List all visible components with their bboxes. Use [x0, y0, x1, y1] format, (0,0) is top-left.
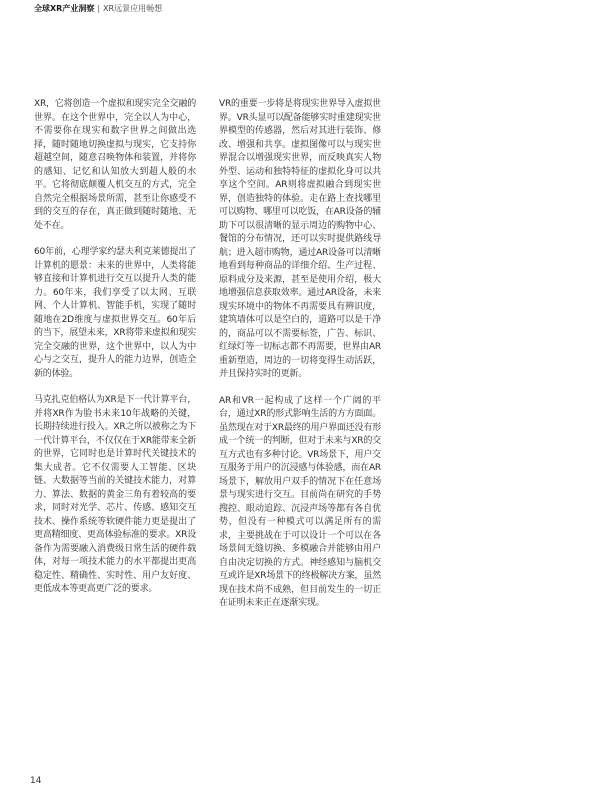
- running-header: [34, 3, 162, 15]
- header-separator: |: [97, 4, 101, 13]
- paragraph: 马克扎克伯格认为XR是下一代计算平台，并将XR作为脸书未来10年战略的关键，长期持续进行投入。XR之所以被称之为下一代计算平台，不仅仅在于XR能带来全新的世界，它同时也是计算时代关键技术的集大成者。它不仅需要人工智能、区块链、大数据等当前的关键技术能力，对算力、算法、数据的黄金三角有着较高的要求，同时对光学、芯片、传感、感知交互技术、操作系统等软硬件能力更是提出了更高精细度、更高体验标准的要求。XR设备作为需要融入消费级日常生活的硬件载体，对每一项技术能力的水平都提出更高稳定性、精确性、实时性、用户友好度、更低成本等更高更广泛的要求。: [34, 395, 196, 594]
- left-column: [34, 98, 196, 610]
- paragraph: AR和VR一起构成了这样一个广阔的平台，通过XR的形式影响生活的方方面面。虽然现在对于XR最终的用户界面还没有形成一个统一的判断，但对于未来与XR的交互方式也有多种讨论。VR场景下，用户交互服务于用户的沉浸感与体验感，而在AR场景下，解放用户双手的情况下在任意场景与现实进行交互。目前尚在研究的手势搜控、眼动追踪、沉浸声场等都有各自优势，但没有一种模式可以满足所有的需求，主要挑战在于可以设计一个可以在各场景间无缝切换、多模融合并能够由用户自由决定切换的方式。神经感知与脑机交互或许是XR场景下的终极解决方案，虽然现在技术尚不成熟，但目前发生的一切正在证明未来正在逐渐实现。: [219, 395, 381, 608]
- right-column: [219, 98, 381, 624]
- paragraph: XR，它将创造一个虚拟和现实完全交融的世界。在这个世界中，完全以人为中心，不需要你在现实和数字世界之间做出选择，随时随地切换虚拟与现实，它支持你超越空间，随意召唤物体和装置，并将你的感知、记忆和认知放大到超人般的水平。它将彻底颠覆人机交互的方式，完全自然完全根据场景所需，甚至让你感受不到的交互的存在，真正做到随时随地、无处不在。: [34, 99, 196, 231]
- header-subtitle: XR远景应用畅想: [103, 4, 163, 13]
- header-title: 全球XR产业洞察: [34, 4, 95, 13]
- page-number: 14: [30, 776, 42, 786]
- paragraph: 60年前，心理学家约瑟夫利克莱德提出了计算机的愿景：未来的世界中，人类将能够直接和计算机进行交互以提升人类的能力。60年来，我们享受了以太网、互联网、个人计算机、智能手机，实现了随时随地在2D维度与虚拟世界交互。60年后的当下，展望未来，XR将带来虚拟和现实完全交融的世界，这个世界中，以人为中心与之交互，提升人的能力边界，创造全新的体验。: [34, 247, 196, 379]
- paragraph: VR的重要一步将是将现实世界导入虚拟世界。VR头显可以配备能够实时重建现实世界模型的传感器，然后对其进行装饰、修改、增强和共享。虚拟图像可以与现实世界混合以增强现实世界，而反映真实人物外型、运动和独特特征的虚拟化身可以共享这个空间。AR则将虚拟融合到现实世界，创造独特的体验。走在路上查找哪里可以购物、哪里可以吃饭，在AR设备的辅助下可以很清晰的显示周边的购物中心、餐馆的分布情况，还可以实时提供路线导航；进入超市购物，通过AR设备可以清晰地看到每种商品的详细介绍、生产过程、原料成分及来源，甚至是使用介绍，极大地增强信息获取效率。通过AR设备，未来现实环境中的物体不再需要具有辨识度，建筑墙体可以是空白的，道路可以是干净的，商品可以不需要标签，广告、标识、红绿灯等一切标志都不再需要，世界由AR重新塑造，周边的一切将变得生动活跃，并且保持实时的更新。: [219, 99, 381, 379]
